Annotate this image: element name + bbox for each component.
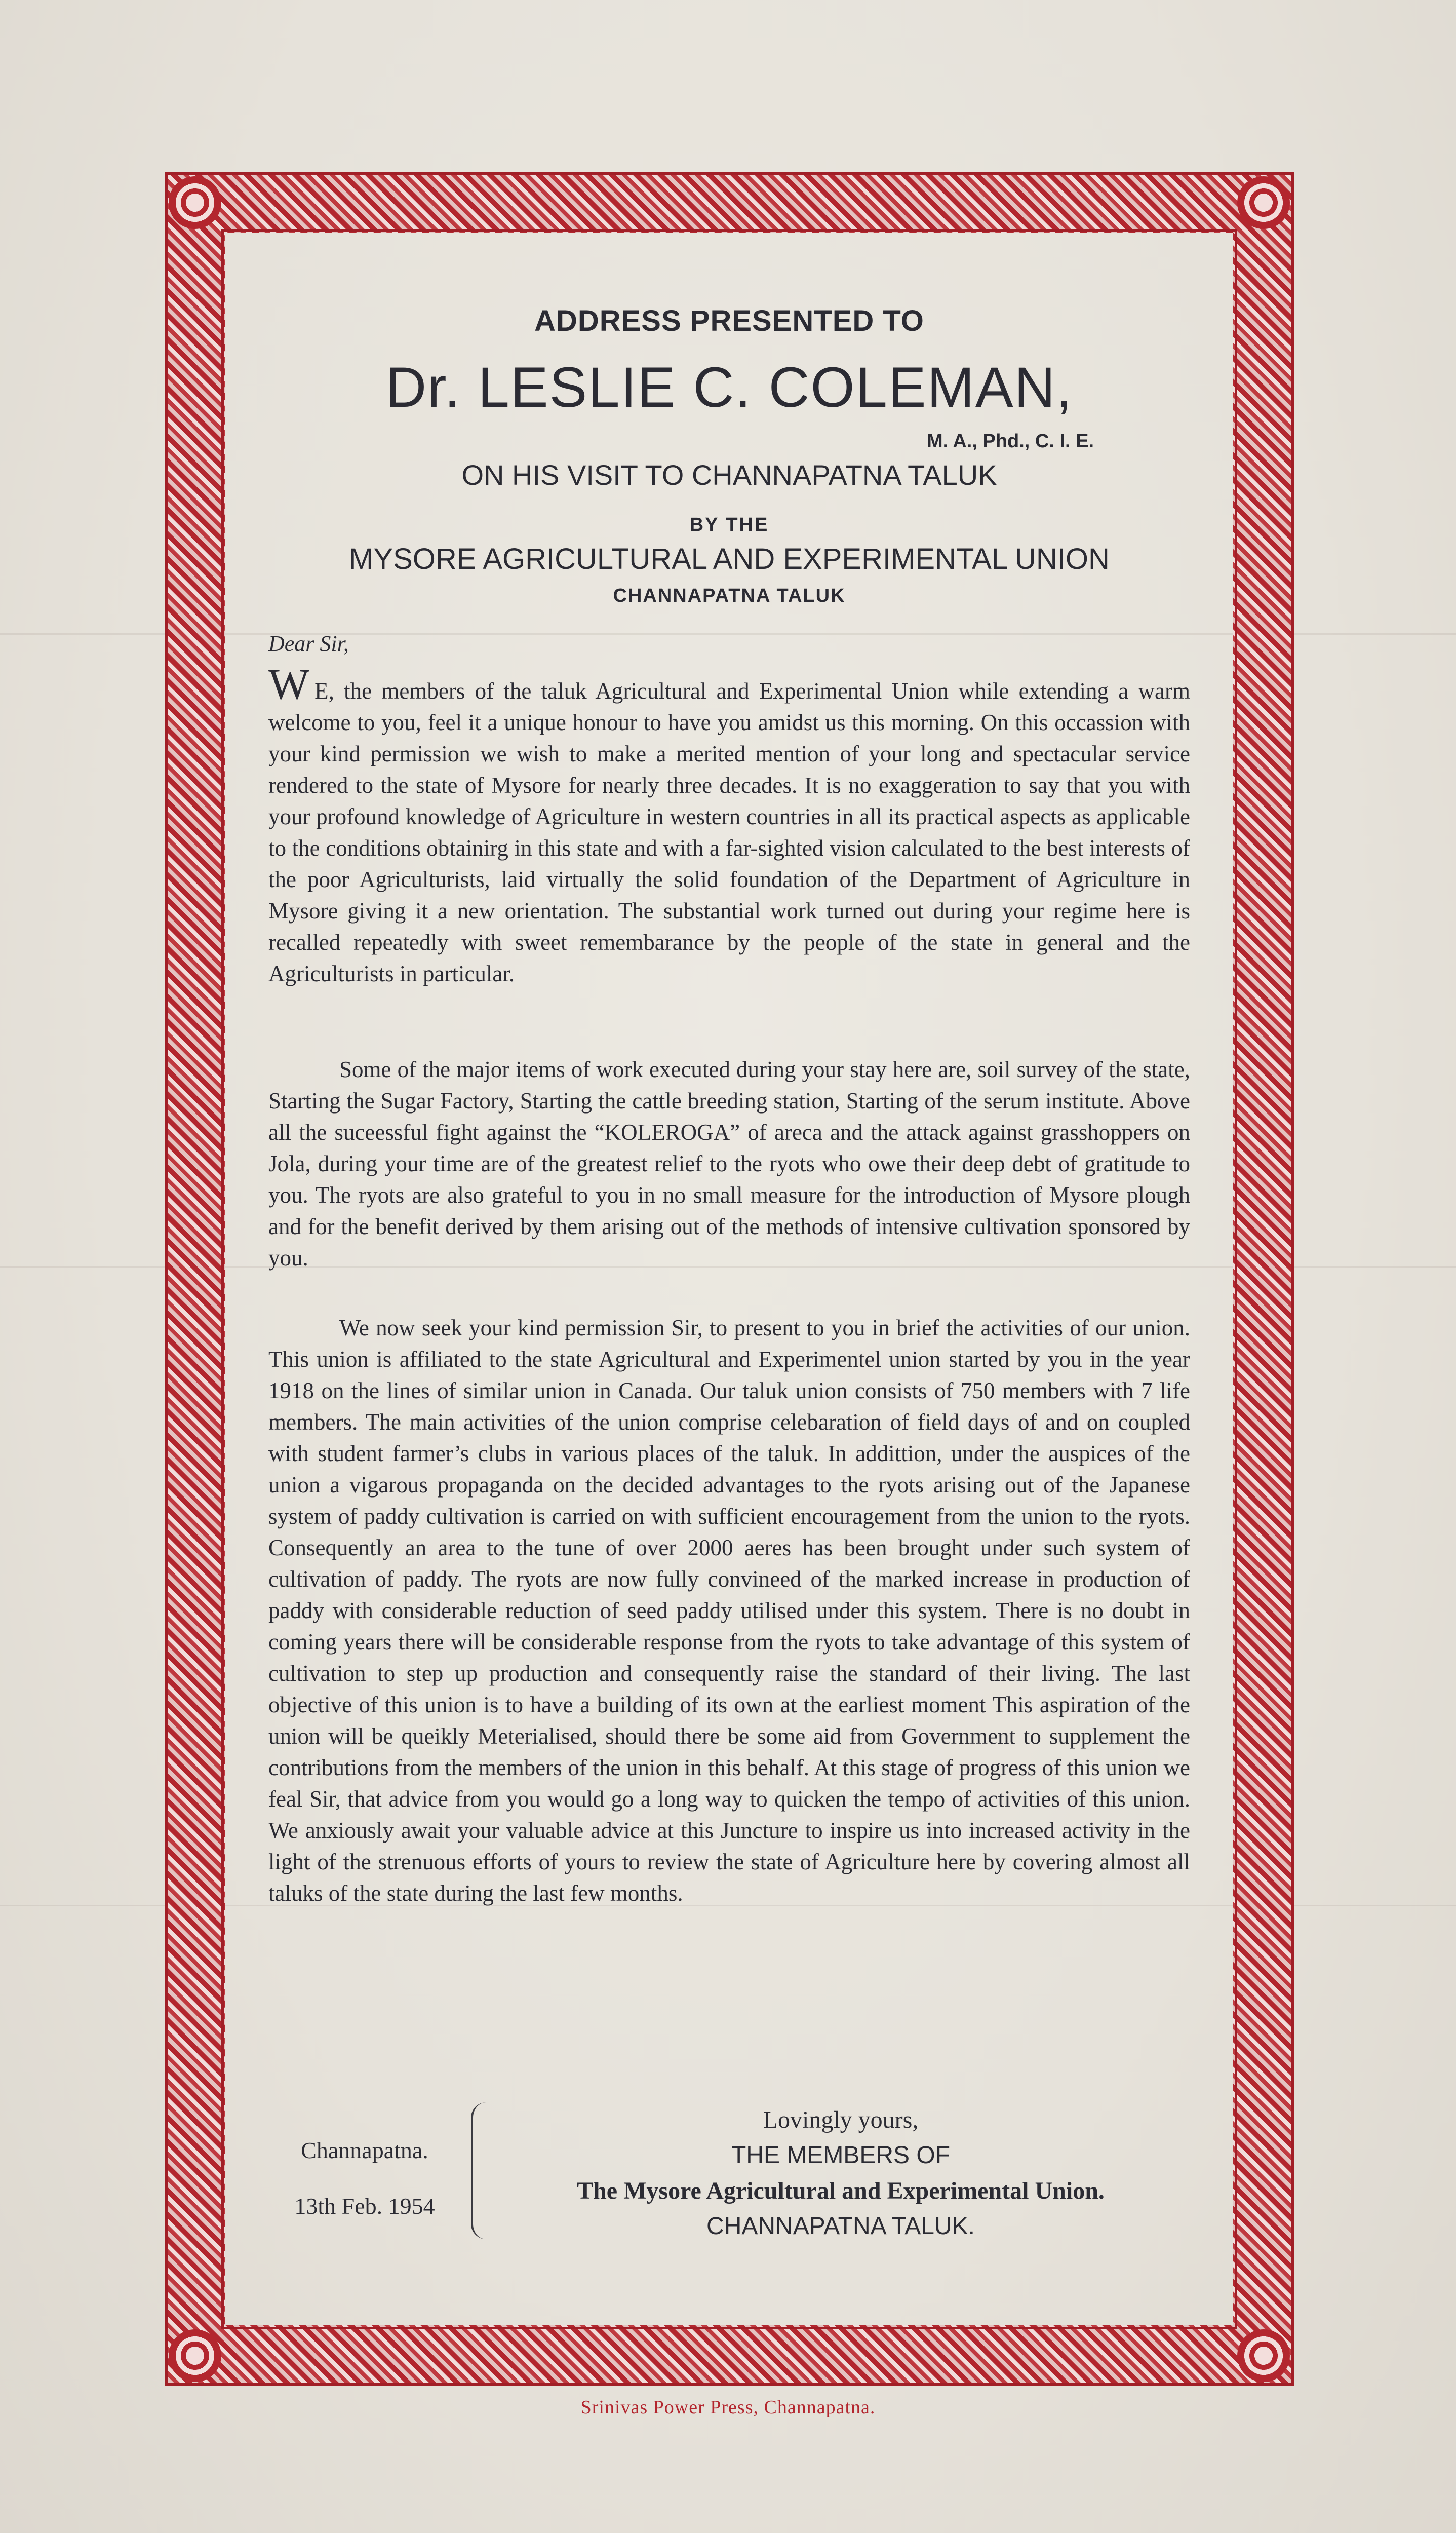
paragraph-3: [268, 1312, 1190, 1909]
paragraph-2-text: Some of the major items of work executed during your stay here are, soil survey of the state, Starting the Sugar Factory, Starting the cattle breeding station, Starting of the serum institute. Above all the suceessful fight against the “KOLEROGA” of areca and the attack against grasshoppers on Jola, during your time are of the greatest relief to the ryots who owe their deep debt of gratitude to you. The ryots are also grateful to you in no small measure for the introduction of Mysore plough and for the benefit derived by them arising out of the methods of intensive cultivation sponsored by you.: [268, 1057, 1190, 1271]
corner-ornament-icon: [169, 2329, 221, 2382]
recipient-qualifications: M. A., Phd., C. I. E.: [927, 431, 1094, 452]
drop-cap: W: [268, 660, 310, 708]
closing: Lovingly yours,: [763, 2106, 919, 2133]
address-heading: ADDRESS PRESENTED TO: [534, 304, 924, 337]
occasion-line: ON HIS VISIT TO CHANNAPATNA TALUK: [461, 459, 997, 491]
signatory-line-3: CHANNAPATNA TALUK.: [706, 2213, 975, 2240]
corner-ornament-icon: [169, 176, 221, 229]
paragraph-2: [268, 1054, 1190, 1274]
by-the-line: BY THE: [689, 514, 769, 535]
date: 13th Feb. 1954: [294, 2193, 435, 2219]
union-name: MYSORE AGRICULTURAL AND EXPERIMENTAL UNION: [349, 543, 1110, 575]
place-date-block: [273, 2123, 456, 2234]
corner-ornament-icon: [1237, 2329, 1290, 2382]
paragraph-3-text: We now seek your kind permission Sir, to present to you in brief the activities of our union. This union is affiliated to the state Agricultural and Experimentel union started by you in the year 1918 on the lines of similar union in Canada. Our taluk union consists of 750 members with 7 life members. The main activities of the union comprise celebaration of field days of and on coupled with student farmer’s clubs in various places of the taluk. In addittion, under the auspices of the union a vigarous propaganda on the decided advantages to the ryots arising out of the Japanese system of paddy cultivation is carried on with sufficient encouragement from the union to the ryots. Consequently an area to the tune of over 2000 aeres has been brought under such system of cultivation of paddy. The ryots are now fully convineed of the marked increase in production of paddy with considerable reduction of seed paddy utilised under this system. There is no doubt in coming years there will be considerable response from the ryots to take advantage of this system of cultivation to step up production and consequently raise the standard of their living. The last objective of this union is to have a building of its own at the earliest moment This aspiration of the union will be queikly Meterialised, should there be some aid from Government to supplement the contributions from the members of the union in this behalf. At this stage of progress of this union we feal Sir, that advice from you would go a long way to quicken the tempo of activities of this union. We anxiously await your valuable advice at this Juncture to inspire us into increased activity in the light of the strenuous efforts of yours to review the state of Agriculture here by covering almost all taluks of the state during the last few months.: [268, 1315, 1190, 1906]
corner-ornament-icon: [1237, 176, 1290, 229]
recipient-name: Dr. LESLIE C. COLEMAN,: [385, 356, 1073, 419]
paragraph-1: [268, 660, 1190, 989]
paragraph-1-text: E, the members of the taluk Agricultural and Experimental Union while extending a warm welcome to you, feel it a unique honour to have you amidst us this morning. On this occassion with your kind permission we wish to make a merited mention of your long and spectacular service rendered to the state of Mysore for nearly three decades. It is no exaggeration to say that you with your profound knowledge of Agriculture in western countries in all its practical aspects as applicable to the conditions obtainirg in this state and with a far-sighted vision calculated to the best interests of the poor Agriculturists, laid virtually the solid foundation of the Department of Agriculture in Mysore giving it a new orientation. The substantial work turned out during your regime here is recalled repeatedly with sweet remembarance by the people of the state in general and the Agriculturists in particular.: [268, 678, 1190, 986]
brace-divider: [471, 2102, 488, 2239]
signature-block: [511, 2102, 1170, 2244]
signatory-line-2: The Mysore Agricultural and Experimental Union.: [577, 2177, 1105, 2204]
printer-imprint: Srinivas Power Press, Channapatna.: [580, 2397, 876, 2418]
place: Channapatna.: [301, 2137, 428, 2163]
union-taluk: CHANNAPATNA TALUK: [613, 585, 846, 606]
salutation: Dear Sir,: [268, 631, 349, 656]
signatory-line-1: THE MEMBERS OF: [731, 2142, 951, 2169]
